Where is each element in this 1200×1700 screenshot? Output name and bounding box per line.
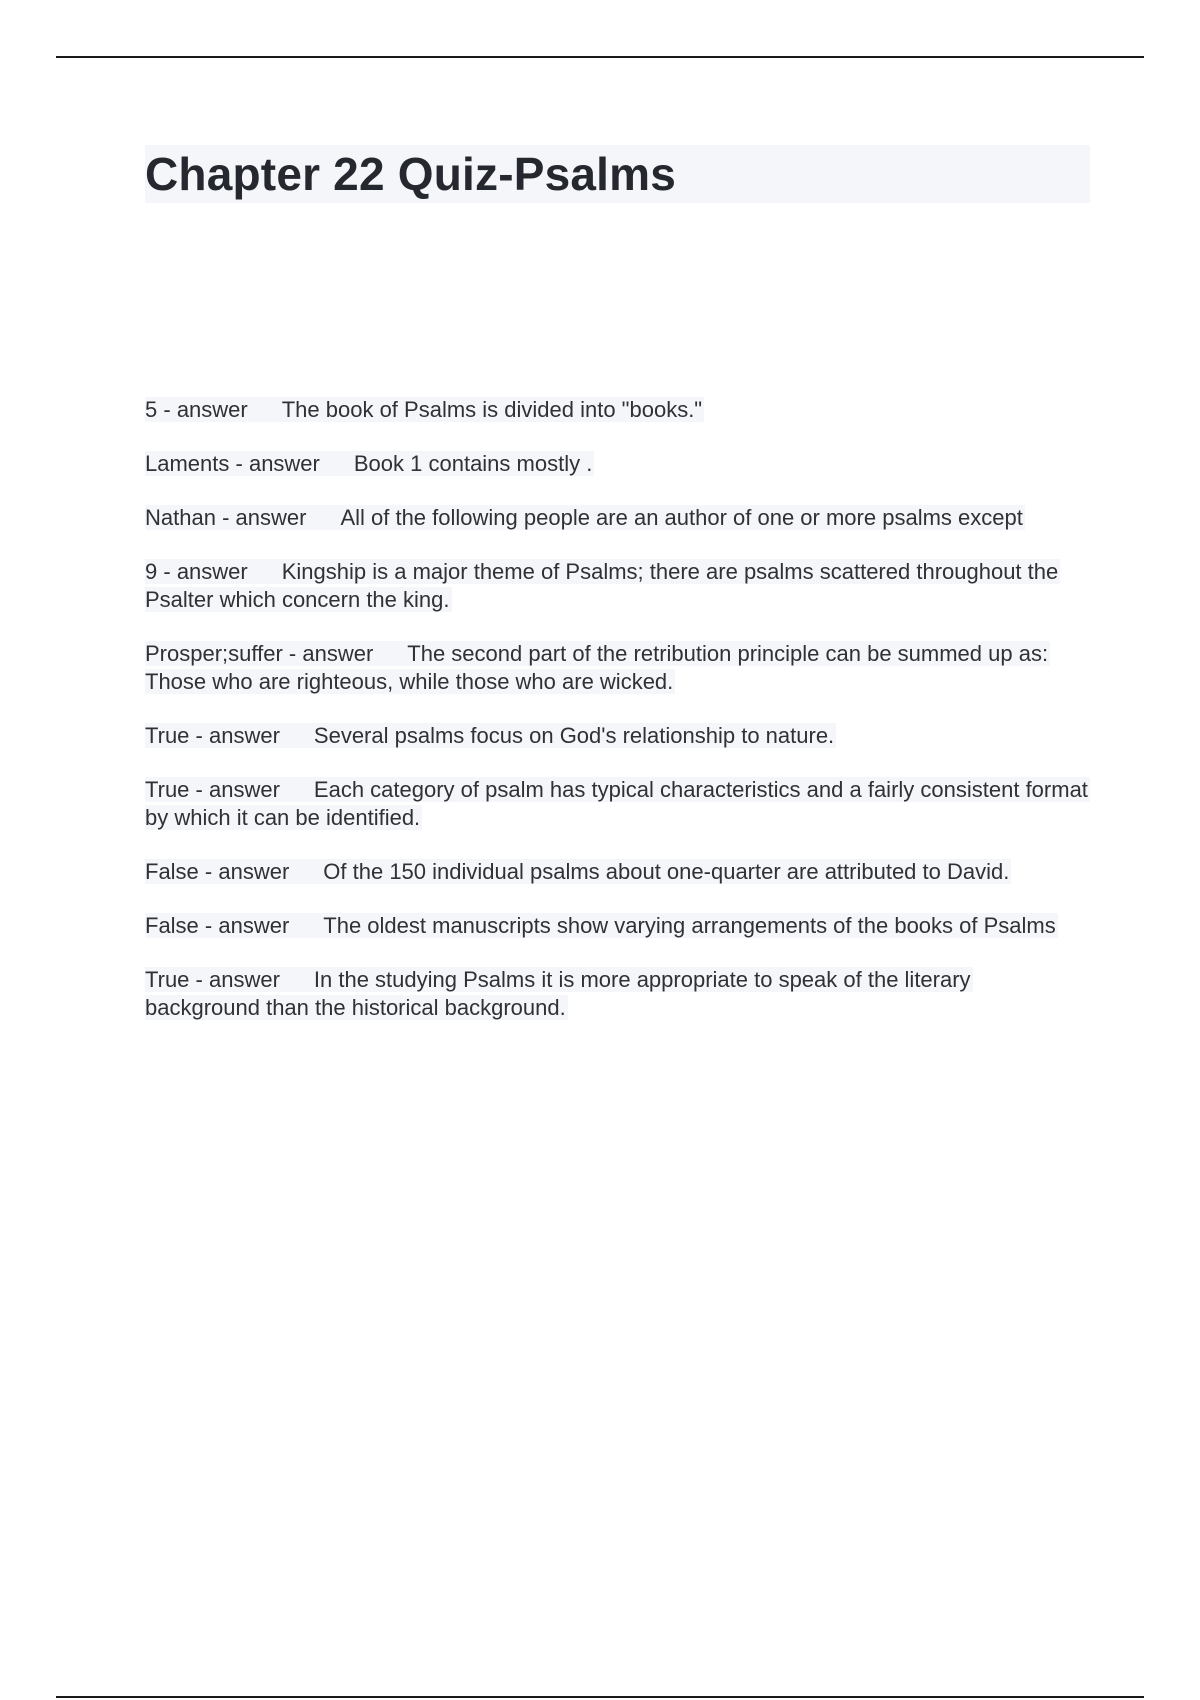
- answer-label: answer: [176, 397, 248, 422]
- answer-separator: -: [198, 913, 219, 938]
- bottom-divider: [56, 1696, 1144, 1698]
- answer-text: True: [145, 723, 190, 748]
- answer-text: False: [145, 913, 199, 938]
- question-text: The second part of the retribution principle can be summed up as: Those who are righteous, while those who are wicked.: [145, 641, 1049, 694]
- answer-label: answer: [208, 777, 280, 802]
- answer-text: 5: [145, 397, 158, 422]
- answer-text: 9: [145, 559, 158, 584]
- answer-label: answer: [218, 913, 290, 938]
- answer-separator: -: [198, 859, 219, 884]
- answer-separator: -: [157, 397, 177, 422]
- qa-list: [145, 396, 1090, 1048]
- question-text: All of the following people are an author of one or more psalms except: [340, 505, 1023, 530]
- answer-label: answer: [235, 505, 307, 530]
- answer-separator: -: [229, 451, 249, 476]
- list-item: [145, 966, 1090, 1022]
- answer-text: Prosper;suffer: [145, 641, 283, 666]
- list-item: [145, 558, 1090, 614]
- qa-text: [145, 967, 973, 1020]
- qa-text: [145, 641, 1050, 694]
- list-item: [145, 722, 1090, 750]
- question-text: Book 1 contains mostly .: [353, 451, 593, 476]
- question-text: The oldest manuscripts show varying arrangements of the books of Psalms: [323, 913, 1056, 938]
- list-item: [145, 912, 1090, 940]
- answer-separator: -: [157, 559, 177, 584]
- list-item: [145, 450, 1090, 478]
- list-item: [145, 504, 1090, 532]
- answer-text: True: [145, 967, 190, 992]
- answer-text: Nathan: [145, 505, 216, 530]
- list-item: [145, 776, 1090, 832]
- qa-text: [145, 559, 1060, 612]
- list-item: [145, 640, 1090, 696]
- answer-separator: -: [189, 967, 209, 992]
- qa-text: [145, 397, 704, 422]
- question-text: Of the 150 individual psalms about one-quarter are attributed to David.: [323, 859, 1010, 884]
- list-item: [145, 396, 1090, 424]
- answer-label: answer: [176, 559, 248, 584]
- top-divider: [56, 56, 1144, 58]
- question-text: The book of Psalms is divided into "books.": [281, 397, 703, 422]
- question-text: In the studying Psalms it is more appropriate to speak of the literary background than the historical background.: [145, 967, 971, 1020]
- answer-text: False: [145, 859, 199, 884]
- answer-label: answer: [208, 723, 280, 748]
- qa-text: [145, 451, 594, 476]
- question-text: Each category of psalm has typical characteristics and a fairly consistent format by which it can be identified.: [145, 777, 1088, 830]
- qa-text: [145, 777, 1090, 830]
- qa-text: [145, 505, 1025, 530]
- answer-separator: -: [282, 641, 303, 666]
- list-item: [145, 858, 1090, 886]
- answer-separator: -: [215, 505, 236, 530]
- answer-separator: -: [189, 723, 209, 748]
- answer-separator: -: [189, 777, 209, 802]
- answer-label: answer: [208, 967, 280, 992]
- answer-text: Laments: [145, 451, 230, 476]
- qa-text: [145, 913, 1058, 938]
- question-text: Kingship is a major theme of Psalms; there are psalms scattered throughout the Psalter which concern the king.: [145, 559, 1059, 612]
- qa-text: [145, 859, 1011, 884]
- answer-text: True: [145, 777, 190, 802]
- question-text: Several psalms focus on God's relationship to nature.: [313, 723, 835, 748]
- page-title: Chapter 22 Quiz-Psalms: [145, 148, 677, 200]
- answer-label: answer: [218, 859, 290, 884]
- answer-label: answer: [248, 451, 320, 476]
- qa-text: [145, 723, 836, 748]
- answer-label: answer: [302, 641, 374, 666]
